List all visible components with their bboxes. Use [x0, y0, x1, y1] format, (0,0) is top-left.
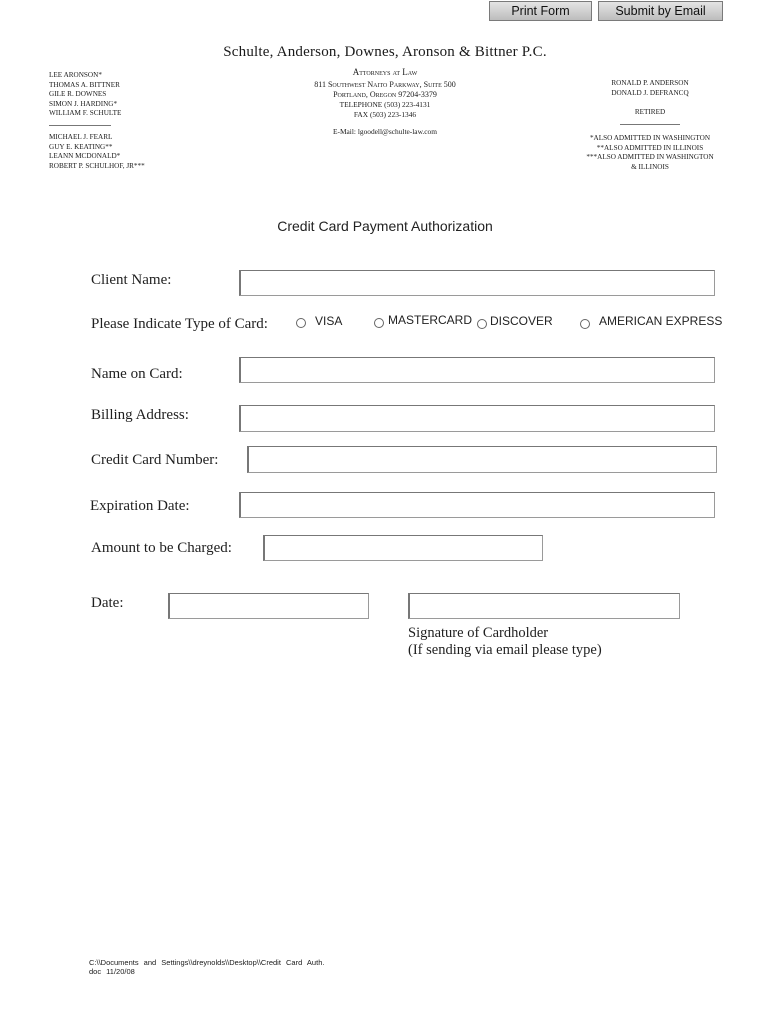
amex-radio[interactable]: [580, 319, 590, 329]
amount-label: Amount to be Charged:: [91, 540, 232, 556]
partner-name: THOMAS A. BITTNER: [49, 80, 120, 89]
visa-label: VISA: [315, 314, 343, 328]
admission-note: *ALSO ADMITTED IN WASHINGTON: [589, 134, 711, 142]
expiration-date-label: Expiration Date:: [90, 498, 190, 514]
client-name-label: Client Name:: [91, 272, 172, 288]
partner-name: WILLIAM F. SCHULTE: [49, 109, 122, 118]
associate-name: ROBERT P. SCHULHOF, JR***: [49, 161, 145, 170]
file-path-line: C:\\Documents and Settings\\dreynolds\\Desktop\\Credit Card Auth.: [89, 958, 325, 967]
attorneys-at-law: Attorneys at Law: [352, 67, 418, 77]
card-number-label: Credit Card Number:: [91, 452, 219, 468]
retired-label: RETIRED: [634, 108, 666, 116]
address-line: 811 Southwest Naito Parkway, Suite 500: [314, 80, 456, 89]
amex-label: AMERICAN EXPRESS: [599, 314, 723, 328]
expiration-date-field[interactable]: [239, 492, 715, 518]
discover-radio[interactable]: [477, 319, 487, 329]
right-names: [580, 79, 720, 98]
card-number-field[interactable]: [247, 446, 717, 473]
signature-field[interactable]: [408, 593, 680, 619]
mastercard-label: MASTERCARD: [388, 313, 473, 327]
client-name-field[interactable]: [239, 270, 715, 296]
name-on-card-field[interactable]: [239, 357, 715, 383]
city-line: Portland, Oregon 97204-3379: [333, 90, 437, 99]
partner-name: LEE ARONSON*: [49, 71, 102, 79]
discover-label: DISCOVER: [490, 314, 553, 328]
form-title: Credit Card Payment Authorization: [277, 218, 493, 234]
associate-name: LEANN MCDONALD*: [49, 152, 121, 161]
attorney-name: RONALD P. ANDERSON: [611, 79, 689, 87]
billing-address-field[interactable]: [239, 405, 715, 432]
attorney-name: DONALD J. DEFRANCQ: [611, 88, 689, 97]
partner-name: GILE R. DOWNES: [49, 90, 107, 99]
left-divider: [49, 125, 111, 126]
card-type-label: Please Indicate Type of Card:: [91, 316, 268, 332]
file-date-line: doc 11/20/08: [89, 967, 135, 976]
email-line: E-Mail: lgoodell@schulte-law.com: [332, 127, 438, 136]
billing-address-label: Billing Address:: [91, 407, 189, 423]
admission-note: **ALSO ADMITTED IN ILLINOIS: [596, 143, 704, 152]
date-field[interactable]: [168, 593, 369, 619]
submit-by-email-button[interactable]: Submit by Email: [598, 1, 723, 21]
signature-note: (If sending via email please type): [408, 642, 602, 658]
print-form-button[interactable]: Print Form: [489, 1, 592, 21]
visa-radio[interactable]: [296, 318, 306, 328]
amount-field[interactable]: [263, 535, 543, 561]
signature-label: Signature of Cardholder: [408, 625, 549, 641]
partners-list: [49, 71, 121, 119]
associate-name: MICHAEL J. FEARL: [49, 133, 113, 141]
associate-name: GUY E. KEATING**: [49, 142, 113, 151]
associates-list: [49, 133, 145, 171]
admission-note: & ILLINOIS: [631, 162, 669, 171]
date-label: Date:: [91, 595, 124, 611]
mastercard-radio[interactable]: [374, 318, 384, 328]
partner-name: SIMON J. HARDING*: [49, 99, 118, 108]
admissions-list: [570, 134, 730, 172]
right-divider: [620, 124, 680, 125]
firm-name: Schulte, Anderson, Downes, Aronson & Bittner P.C.: [223, 44, 547, 60]
name-on-card-label: Name on Card:: [91, 366, 183, 382]
telephone-line: TELEPHONE (503) 223-4131: [339, 100, 431, 109]
admission-note: ***ALSO ADMITTED IN WASHINGTON: [586, 153, 714, 162]
fax-line: FAX (503) 223-1346: [353, 110, 417, 119]
